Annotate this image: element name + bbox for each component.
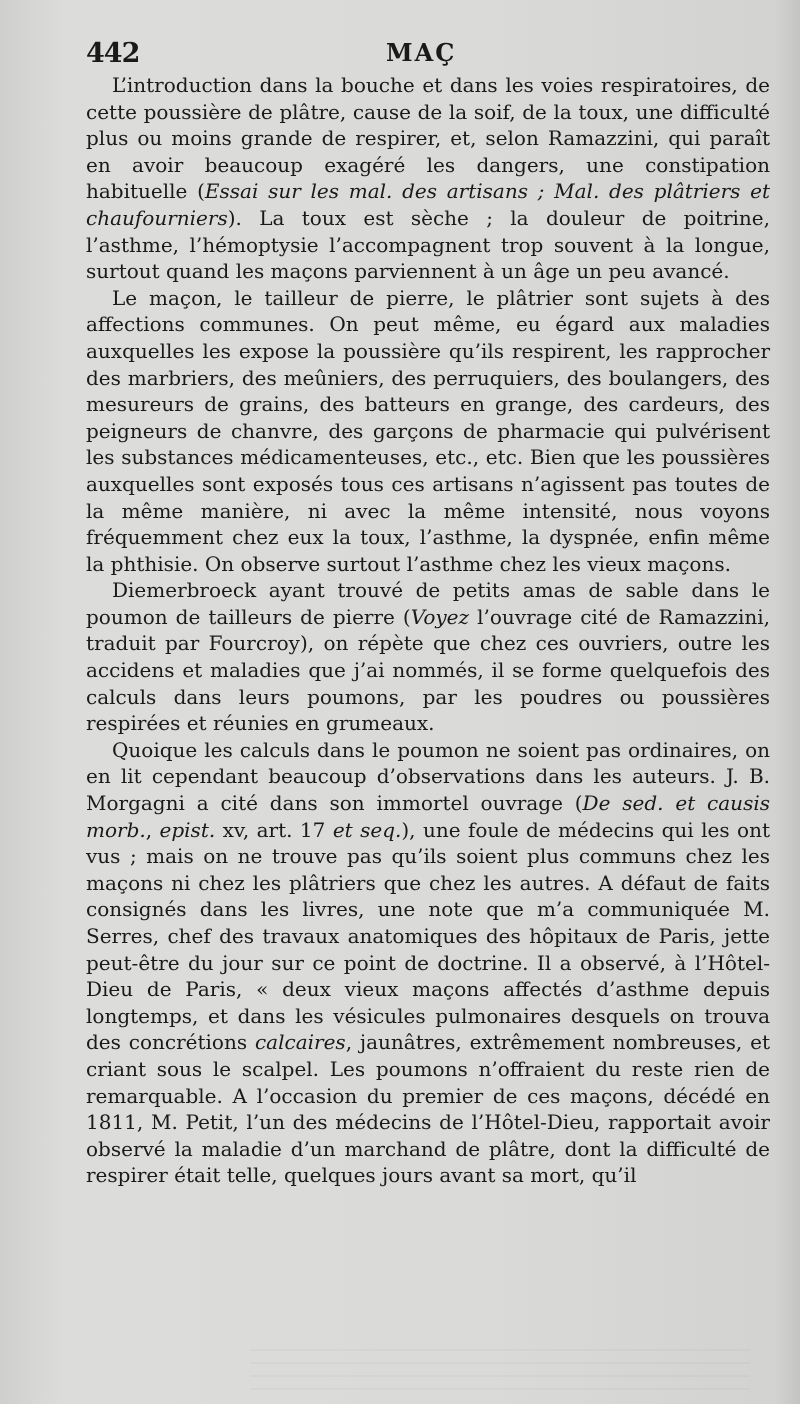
- text-run: ,: [145, 817, 160, 842]
- paragraph: [86, 737, 770, 1189]
- italic-citation: Essai sur les mal. des artisans ; Mal. des plâtriers et chaufourniers: [86, 179, 771, 230]
- paragraph: [86, 577, 770, 737]
- paragraph: [86, 285, 770, 578]
- italic-citation: calcaires: [254, 1030, 346, 1055]
- paragraph: [86, 72, 770, 285]
- italic-citation: De sed. et causis morb.: [86, 791, 770, 842]
- italic-citation: et seq.: [332, 817, 402, 842]
- italic-citation: Voyez: [410, 604, 470, 629]
- bleed-through-text: [250, 1340, 750, 1390]
- page-number: 442: [86, 38, 140, 69]
- text-run: ), une foule de médecins qui les ont vus ; mais on ne trouve pas qu’ils soient plus communs chez les maçons ni chez les plâtriers que chez les autres. A défaut de faits consignés dans les livres, une note que m’a communiquée M. Serres, chef des travaux anatomiques des hôpitaux de Paris, jette peut-être du jour sur ce point de doctrine. Il a observé, à l’Hôtel-Dieu de Paris, « deux vieux maçons affectés d’asthme depuis longtemps, et dans les vésicules pulmonaires desquels on trouva des concrétions: [86, 817, 771, 1055]
- text-run: , jaunâtres, extrêmement nombreuses, et criant sous le scalpel. Les poumons n’offraient du reste rien de remarquable. A l’occasion du premier de ces maçons, décédé en 1811, M. Petit, l’un des médecins de l’Hôtel-Dieu, rapportait avoir observé la maladie d’un marchand de plâtre, dont la difficulté de respirer était telle, quelques jours avant sa mort, qu’il: [86, 1030, 770, 1188]
- running-head: MAÇ: [386, 38, 457, 67]
- page-edge-shadow: [776, 0, 800, 1404]
- text-run: l’ouvrage cité de Ramazzini, traduit par Fourcroy), on répète que chez ces ouvriers, outre les accidens et maladies que j’ai nommés, il se forme quelquefois des calculs dans leurs poumons, par les poudres ou poussières respirées et réunies en grumeaux.: [86, 604, 770, 736]
- text-run: Quoique les calculs dans le poumon ne soient pas ordinaires, on en lit cependant beaucoup d’observations dans les auteurs. J. B. Morgagni a cité dans son immortel ouvrage (: [86, 737, 770, 816]
- text-run: Diemerbroeck ayant trouvé de petits amas de sable dans le poumon de tailleurs de pierre (: [86, 578, 770, 629]
- body-text: [86, 72, 770, 1189]
- text-run: ). La toux est sèche ; la douleur de poitrine, l’asthme, l’hémoptysie l’accompagnent trop souvent à la longue, surtout quand les maçons parviennent à un âge un peu avancé.: [86, 205, 770, 284]
- italic-citation: epist.: [159, 817, 216, 842]
- text-run: L’introduction dans la bouche et dans les voies respiratoires, de cette poussière de plâtre, cause de la soif, de la toux, une difficulté plus ou moins grande de respirer, et, selon Ramazzini, qui paraît en avoir beaucoup exagéré les dangers, une constipation habituelle (: [86, 73, 770, 204]
- text-run: xv, art. 17: [215, 817, 333, 842]
- text-run: Le maçon, le tailleur de pierre, le plâtrier sont sujets à des affections communes. On peut même, eu égard aux maladies auxquelles les expose la poussière qu’ils respirent, les rapprocher des marbriers, des meûniers, des perruquiers, des boulangers, des mesureurs de grains, des batteurs en grange, des cardeurs, des peigneurs de chanvre, des garçons de pharmacie qui pulvérisent les substances médicamenteuses, etc., etc. Bien que les poussières auxquelles sont exposés tous ces artisans n’agissent pas toutes de la même manière, ni avec la même intensité, nous voyons fréquemment chez eux la toux, l’asthme, la dyspnée, enfin même la phthisie. On observe surtout l’asthme chez les vieux maçons.: [86, 285, 770, 576]
